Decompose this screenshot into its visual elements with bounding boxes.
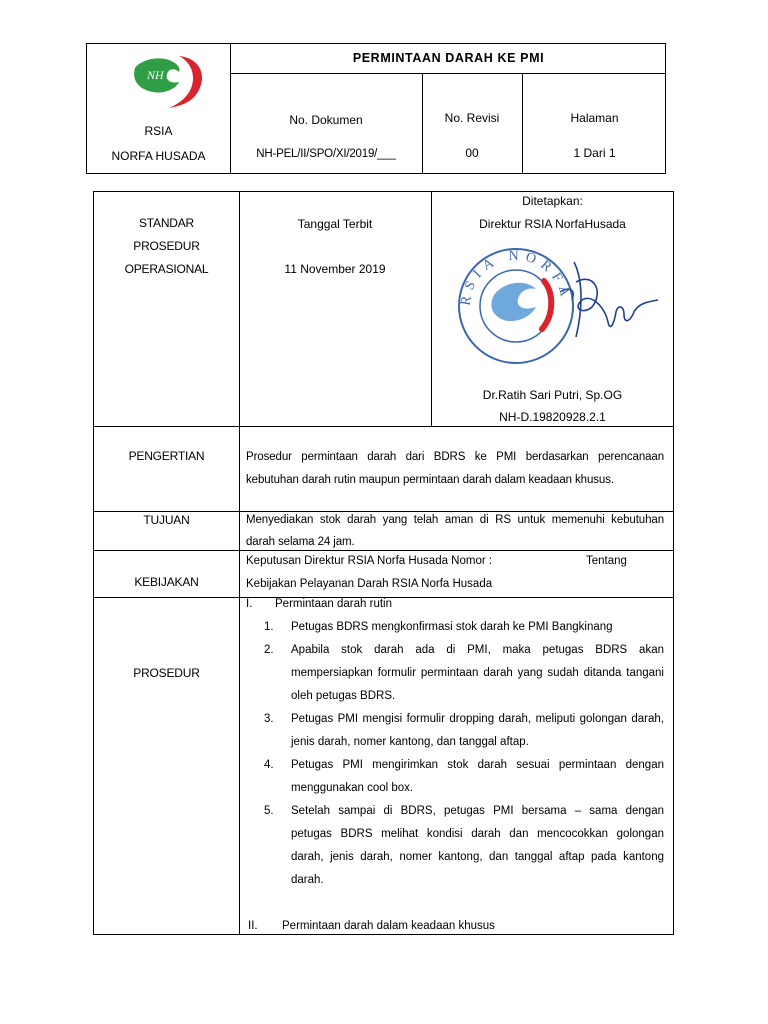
issue-date-value: 11 November 2019 xyxy=(284,262,386,276)
step-number: 1. xyxy=(264,621,274,633)
sop-table xyxy=(93,191,674,935)
document-title: PERMINTAAN DARAH KE PMI xyxy=(352,51,545,65)
prosedur-label: PROSEDUR xyxy=(133,666,200,680)
tujuan-label: TUJUAN xyxy=(143,513,190,527)
step-number: 4. xyxy=(264,759,274,771)
step-text-line: jenis darah, nomer kantong, dan tanggal aftap. xyxy=(291,736,529,748)
document-header xyxy=(86,43,666,174)
step-text-line: darah. xyxy=(291,874,324,886)
step-text-line: petugas BDRS melihat kondisi darah dan mencocokkan golongan xyxy=(291,828,664,840)
approved-by: Direktur RSIA NorfaHusada xyxy=(479,217,626,231)
section1-number: I. xyxy=(246,598,253,610)
kebijakan-line1-left: Keputusan Direktur RSIA Norfa Husada Nomor : xyxy=(246,555,493,567)
pengertian-label: PENGERTIAN xyxy=(128,449,205,463)
page-label: Halaman xyxy=(570,111,619,125)
step-text-line: Apabila stok darah ada di PMI, maka petugas BDRS akan xyxy=(291,644,664,656)
doc-number-label: No. Dokumen xyxy=(289,113,363,127)
approved-label: Ditetapkan: xyxy=(522,194,583,208)
step-text-line: oleh petugas BDRS. xyxy=(291,690,396,702)
step-number: 5. xyxy=(264,805,274,817)
org-name-line2: NORFA HUSADA xyxy=(111,149,206,163)
sop-label-line3: OPERASIONAL xyxy=(124,262,209,276)
step-text-line: darah, jenis darah, nomer kantong, dan tanggal aftap pada kantong xyxy=(291,851,664,863)
stamp-text: RSIA NORFA xyxy=(458,248,574,307)
header-divider xyxy=(230,73,665,74)
tujuan-line2: darah selama 24 jam. xyxy=(246,536,355,548)
step-number: 2. xyxy=(264,644,274,656)
sop-label-line2: PROSEDUR xyxy=(133,239,200,253)
step-text-line: mempersiapkan formulir permintaan darah yang sudah ditanda tangani xyxy=(291,667,664,679)
page-value: 1 Dari 1 xyxy=(573,146,616,160)
section2-number: II. xyxy=(248,920,258,932)
step-text-line: Petugas PMI mengirimkan stok darah sesuai permintaan dengan xyxy=(291,759,664,771)
pengertian-line2: kebutuhan darah rutin maupun permintaan darah dalam keadaan khusus. xyxy=(246,474,614,486)
kebijakan-label: KEBIJAKAN xyxy=(134,575,199,589)
step-text-line: Setelah sampai di BDRS, petugas PMI bersama – sama dengan xyxy=(291,805,664,817)
step-text-line: Petugas BDRS mengkonfirmasi stok darah ke PMI Bangkinang xyxy=(291,621,613,633)
sop-label-line1: STANDAR xyxy=(138,216,195,230)
kebijakan-line2: Kebijakan Pelayanan Darah RSIA Norfa Husada xyxy=(246,578,493,590)
issue-date-label: Tanggal Terbit xyxy=(297,217,373,231)
revision-label: No. Revisi xyxy=(444,111,500,125)
step-text-line: Petugas PMI mengisi formulir dropping darah, meliputi golongan darah, xyxy=(291,713,664,725)
pengertian-line1: Prosedur permintaan darah dari BDRS ke PMI berdasarkan perencanaan xyxy=(246,451,664,463)
signer-name: Dr.Ratih Sari Putri, Sp.OG xyxy=(482,388,623,402)
doc-number-value: NH-PEL/II/SPO/XI/2019/___ xyxy=(256,148,396,160)
section1-title: Permintaan darah rutin xyxy=(275,598,392,610)
step-number: 3. xyxy=(264,713,274,725)
kebijakan-line1-right: Tentang xyxy=(586,555,627,567)
tujuan-line1: Menyediakan stok darah yang telah aman di RS untuk memenuhi kebutuhan xyxy=(246,514,664,526)
hospital-logo xyxy=(123,52,207,114)
table-divider xyxy=(94,426,673,427)
director-signature xyxy=(554,252,664,352)
step-text-line: menggunakan cool box. xyxy=(291,782,414,794)
table-divider xyxy=(239,426,240,934)
signer-id: NH-D.19820928.2.1 xyxy=(499,410,606,424)
org-name-line1: RSIA xyxy=(144,124,173,138)
revision-value: 00 xyxy=(465,146,479,160)
section2-title: Permintaan darah dalam keadaan khusus xyxy=(282,920,495,932)
logo-text: NH xyxy=(147,68,164,82)
